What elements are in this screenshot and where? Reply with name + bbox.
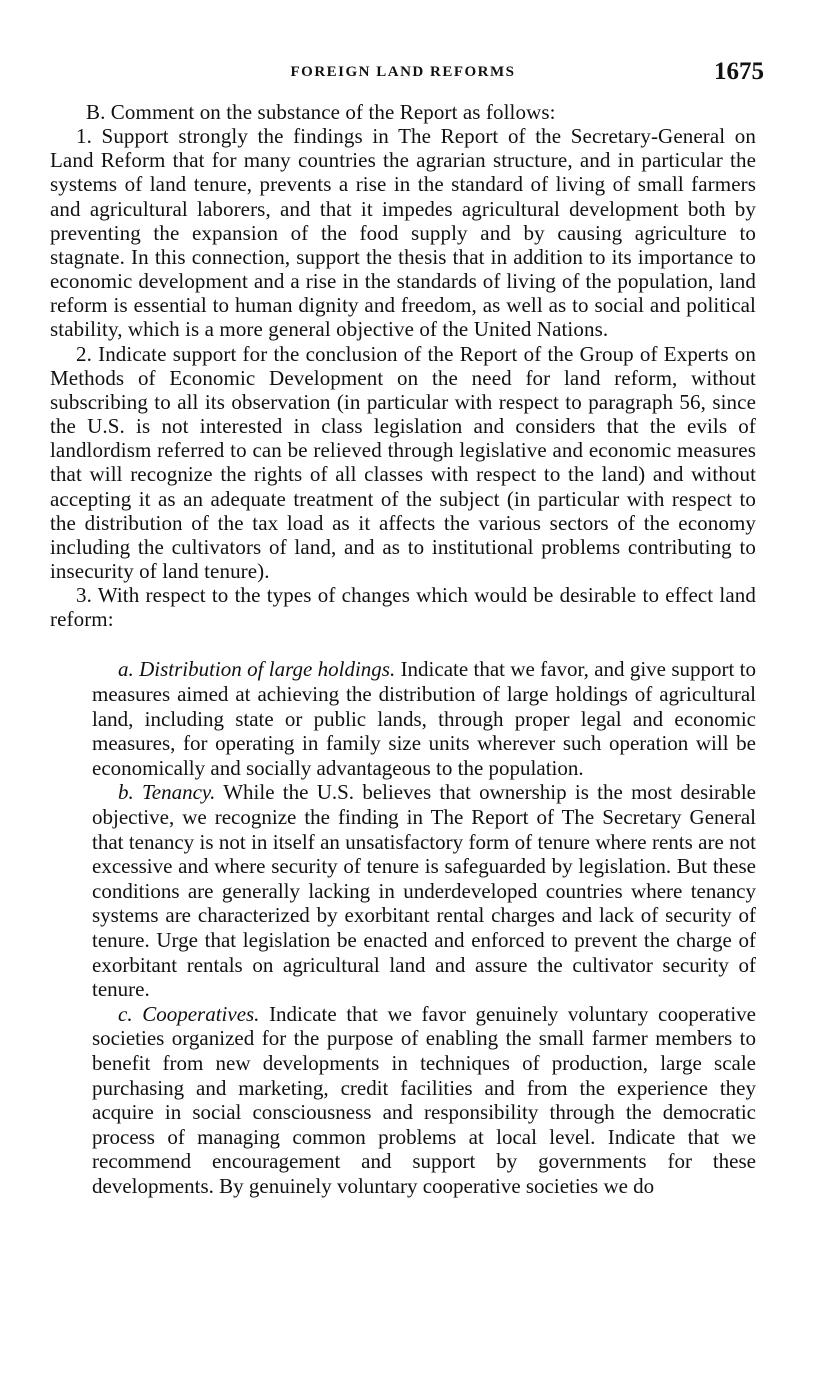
item-a-paragraph [92,657,756,780]
subsection-list [50,657,756,1198]
item-b-text: While the U.S. believes that ownership is the most desirable objective, we recognize the finding in The Report of The Secretary General that tenancy is not in itself an unsatisfactory form of tenure where rents are not excessive and where security of tenure is safeguarded by legislation. But these conditions are generally lacking in underdeveloped countries where tenancy systems are characterized by exorbitant rental charges and lack of security of tenure. Urge that legislation be enacted and enforced to prevent the charge of exorbitant rentals on agricultural land and assure the cultivator security of tenure. [92,780,756,1002]
intro-paragraph: B. Comment on the substance of the Report as follows: [86,100,556,124]
item-b-heading: b. Tenancy. [118,780,216,805]
page-header [50,58,764,90]
item-a-text: Indicate that we favor, and give support to measures aimed at achieving the distribution of large holdings of agricultural land, including state or public lands, through proper legal and economic measures, for operating in family size units wherever such operation will be economically and socially advantageous to the population. [92,657,756,780]
body-text [50,100,756,631]
document-page [50,58,764,1199]
running-head: FOREIGN LAND REFORMS [290,64,516,80]
page-number: 1675 [714,58,764,85]
item-c-text: Indicate that we favor genuinely voluntary cooperative societies organized for the purpose of enabling the small farmer members to benefit from new developments in techniques of production, large scale purchasing and marketing, credit facilities and from the experience they acquire in social consciousness and responsibility through the democratic process of managing common problems at local level. Indicate that we recommend encouragement and support by governments for these developments. By genuinely voluntary cooperative societies we do [92,1001,756,1198]
item-c-paragraph [92,1002,756,1199]
item-a-heading: a. Distribution of large holdings. [118,657,396,682]
item-b-paragraph [92,780,756,1001]
paragraph-1: 1. Support strongly the findings in The Report of the Secretary-General on Land Reform that for many countries the agrarian structure, and in particular the systems of land tenure, prevents a rise in the standard of living of small farmers and agricultural laborers, and that it impedes agricultural development both by preventing the expansion of the food supply and by causing agriculture to stagnate. In this connection, support the thesis that in addition to its importance to economic development and a rise in the standards of living of the population, land reform is essential to human dignity and freedom, as well as to social and political stability, which is a more general objective of the United Nations. [50,124,756,342]
paragraph-3: 3. With respect to the types of changes which would be desirable to effect land reform: [50,583,756,632]
item-c-heading: c. Cooperatives. [118,1001,260,1026]
paragraph-2: 2. Indicate support for the conclusion of the Report of the Group of Experts on Methods of Economic Development on the need for land reform, without subscribing to all its observation (in particular with respect to paragraph 56, since the U.S. is not interested in class legislation and considers that the evils of landlordism referred to can be relieved through legislative and economic measures that will recognize the rights of all classes with respect to the land) and without accepting it as an adequate treatment of the subject (in particular with respect to the distribution of the tax load as it affects the various sectors of the economy including the cultivators of land, and as to institutional problems contributing to insecurity of land tenure). [50,341,756,583]
